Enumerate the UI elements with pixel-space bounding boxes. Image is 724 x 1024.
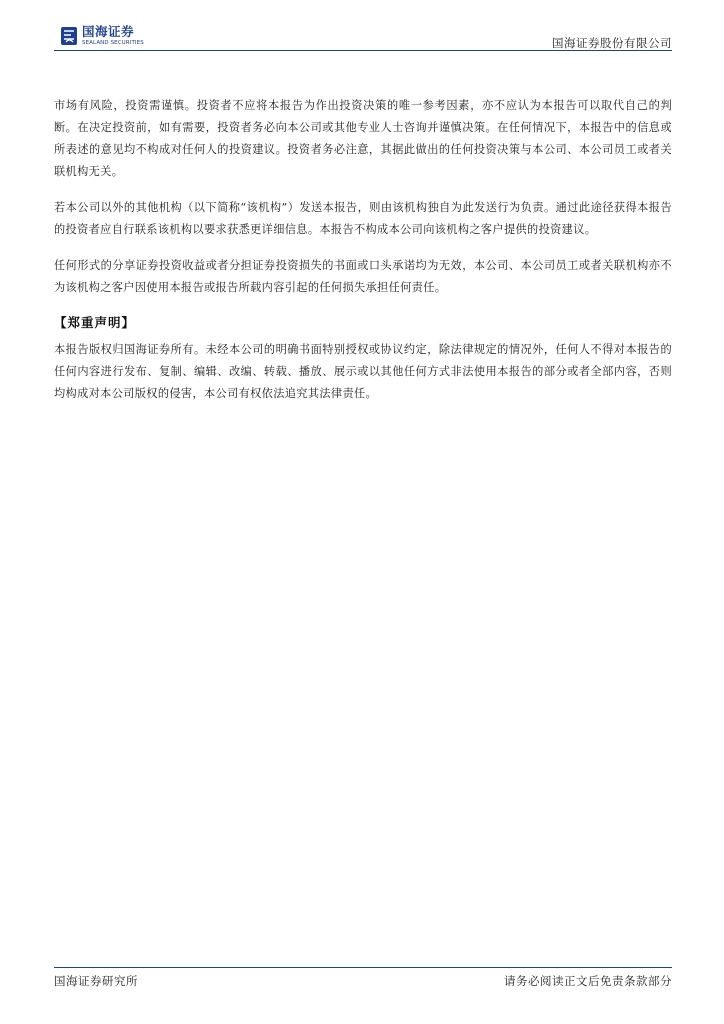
paragraph-risk-warning: 市场有风险，投资需谨慎。投资者不应将本报告为作出投资决策的唯一参考因素，亦不应认为本报告可以取代自己的判断。在决定投资前，如有需要，投资者务必向本公司或其他专业人士咨询并谨慎决策。在任何情况下，本报告中的信息或所表述的意见均不构成对任何人的投资建议。投资者务必注意，其据此做出的任何投资决策与本公司、本公司员工或者关联机构无关。 bbox=[54, 99, 672, 178]
page-header bbox=[54, 26, 672, 52]
paragraph-no-commitment: 任何形式的分享证券投资收益或者分担证券投资损失的书面或口头承诺均为无效，本公司、本公司员工或者关联机构亦不为该机构之客户因使用本报告或报告所载内容引起的任何损失承担任何责任。 bbox=[54, 259, 672, 294]
sealand-logo-icon bbox=[60, 26, 78, 46]
footer-institute: 国海证券研究所 bbox=[54, 974, 138, 988]
paragraph-copyright: 本报告版权归国海证券所有。未经本公司的明确书面特别授权或协议约定，除法律规定的情况外，任何人不得对本报告的任何内容进行发布、复制、编辑、改编、转载、播放、展示或以其他任何方式非法使用本报告的部分或者全部内容，否则均构成对本公司版权的侵害，本公司有权依法追究其法律责任。 bbox=[54, 343, 672, 400]
header-company-name: 国海证券股份有限公司 bbox=[552, 36, 672, 50]
company-logo bbox=[60, 26, 144, 46]
paragraph-third-party: 若本公司以外的其他机构（以下简称“该机构”）发送本报告，则由该机构独自为此发送行为负责。通过此途径获得本报告的投资者应自行联系该机构以要求获悉更详细信息。本报告不构成本公司向该机构之客户提供的投资建议。 bbox=[54, 201, 672, 236]
disclaimer-content bbox=[54, 95, 672, 419]
section-title-declaration: 【郑重声明】 bbox=[54, 315, 136, 330]
footer-disclaimer-note: 请务必阅读正文后免责条款部分 bbox=[504, 974, 672, 988]
logo-english-name: SEALAND SECURITIES bbox=[82, 39, 144, 46]
footer-divider bbox=[54, 967, 672, 968]
logo-text bbox=[82, 26, 144, 46]
header-divider bbox=[54, 50, 672, 51]
logo-chinese-name: 国海证券 bbox=[82, 24, 135, 39]
